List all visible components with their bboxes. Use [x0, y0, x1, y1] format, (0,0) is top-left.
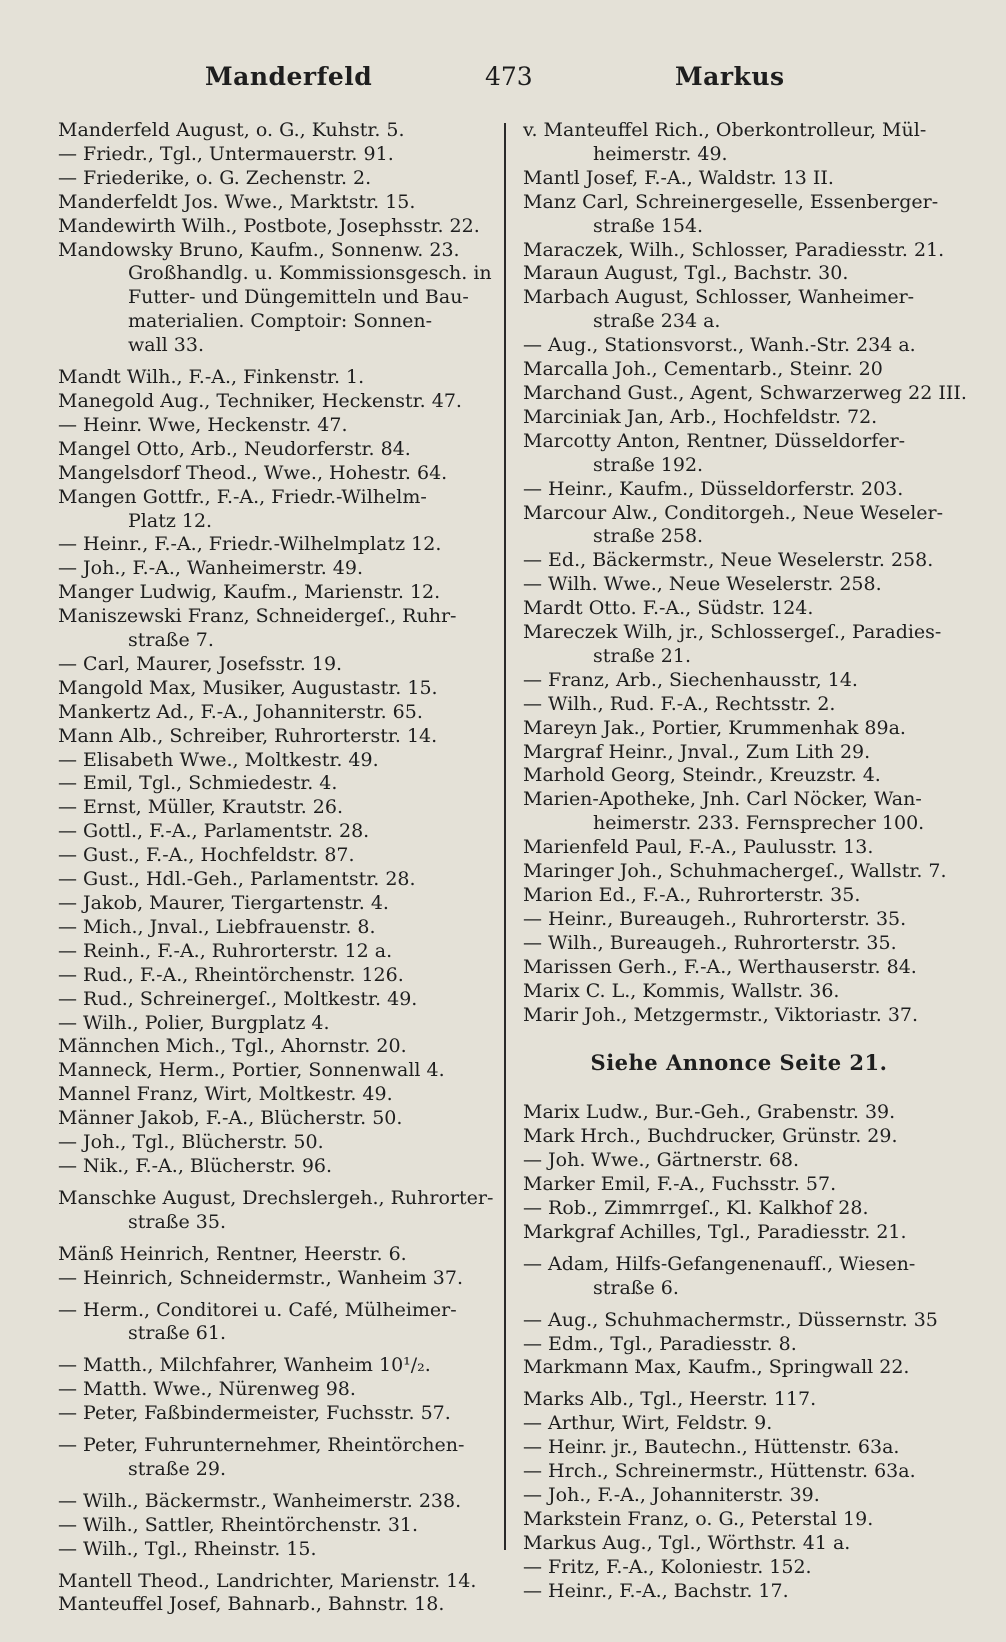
entry-line: Mark Hrch., Buchdrucker, Grünstr. 29.: [523, 1125, 898, 1148]
entry-line: Manegold Aug., Techniker, Heckenstr. 47.: [58, 389, 462, 412]
entry-line: — Rud., F.-A., Rheintörchenstr. 126.: [58, 963, 404, 986]
directory-entry: [58, 1107, 496, 1131]
entry-continuation: Futter- und Düngemitteln und Bau-: [128, 286, 469, 309]
entry-line: Manderfeldt Jos. Wwe., Marktstr. 15.: [58, 190, 416, 213]
directory-entry: [523, 119, 955, 167]
directory-entry: [523, 286, 955, 334]
entry-line: — Wilh., Bäckermstr., Wanheimerstr. 238.: [58, 1489, 462, 1512]
directory-entry: [523, 262, 955, 286]
directory-entry: [523, 1309, 955, 1333]
directory-entry: [58, 772, 496, 796]
entry-continuation: straße 154.: [593, 214, 704, 237]
entry-line: Mareyn Jak., Portier, Krummenhak 89a.: [523, 716, 906, 739]
annonce-notice: Siehe Annonce Seite 21.: [590, 1050, 888, 1076]
entry-line: Mangel Otto, Arb., Neudorferstr. 84.: [58, 437, 411, 460]
right-column-bottom: [523, 1101, 955, 1603]
entry-line: — Gust., F.-A., Hochfeldstr. 87.: [58, 844, 355, 867]
entry-line: — Heinr. Wwe, Heckenstr. 47.: [58, 413, 348, 436]
directory-entry: [523, 1484, 955, 1508]
entry-line: Mann Alb., Schreiber, Ruhrorterstr. 14.: [58, 724, 438, 747]
entry-line: Mannel Franz, Wirt, Moltkestr. 49.: [58, 1083, 393, 1106]
directory-entry: [523, 717, 955, 741]
directory-entry: [58, 462, 496, 486]
directory-entry: [58, 605, 496, 653]
entry-line: — Nik., F.-A., Blücherstr. 96.: [58, 1154, 333, 1177]
entry-line: — Wilh., Tgl., Rheinstr. 15.: [58, 1537, 317, 1560]
entry-continuation: heimerstr. 233. Fernsprecher 100.: [593, 812, 925, 835]
directory-entry: [523, 1149, 955, 1173]
entry-line: Mangold Max, Musiker, Augustastr. 15.: [58, 676, 438, 699]
entry-line: — Heinr., Kaufm., Düsseldorferstr. 203.: [523, 477, 904, 500]
directory-entry: [58, 1514, 496, 1538]
entry-line: Mantell Theod., Landrichter, Marienstr. 14.: [58, 1569, 477, 1592]
entry-line: — Elisabeth Wwe., Moltkestr. 49.: [58, 748, 379, 771]
directory-entry: [58, 940, 496, 964]
entry-line: — Aug., Schuhmachermstr., Düssernstr. 35: [523, 1308, 938, 1331]
directory-entry: [523, 788, 955, 836]
directory-entry: [523, 1356, 955, 1380]
directory-entry: [58, 1402, 496, 1426]
directory-entry: [58, 167, 496, 191]
entry-line: — Heinrich, Schneidermstr., Wanheim 37.: [58, 1266, 464, 1289]
entry-line: — Arthur, Wirt, Feldstr. 9.: [523, 1412, 773, 1435]
directory-entry: [58, 1593, 496, 1617]
entry-line: Marix C. L., Kommis, Wallstr. 36.: [523, 979, 840, 1002]
directory-entry: [523, 358, 955, 382]
entry-line: Marir Joh., Metzgermstr., Viktoriastr. 37.: [523, 1003, 919, 1026]
entry-continuation: Großhandlg. u. Kommissionsgesch. in: [128, 262, 492, 285]
entry-line: Marker Emil, F.-A., Fuchsstr. 57.: [523, 1173, 837, 1196]
directory-entry: [523, 741, 955, 765]
directory-entry: [523, 1532, 955, 1556]
directory-entry: [523, 381, 967, 406]
entry-line: — Joh. Wwe., Gärtnerstr. 68.: [523, 1149, 800, 1172]
entry-line: — Matth. Wwe., Nürenweg 98.: [58, 1378, 356, 1401]
entry-line: Mardt Otto. F.-A., Südstr. 124.: [523, 597, 814, 620]
directory-entry: [523, 1333, 955, 1357]
directory-entry: [58, 1538, 496, 1562]
entry-line: — Peter, Faßbindermeister, Fuchsstr. 57.: [58, 1402, 451, 1425]
entry-line: — Aug., Stationsvorst., Wanh.-Str. 234 a.: [523, 334, 916, 357]
entry-continuation: wall 33.: [128, 334, 204, 357]
directory-entry: [58, 215, 496, 239]
directory-entry: [58, 1378, 496, 1402]
directory-entry: [58, 390, 496, 414]
directory-entry: [523, 334, 955, 358]
entry-line: Markus Aug., Tgl., Wörthstr. 41 a.: [523, 1531, 851, 1554]
entry-continuation: heimerstr. 49.: [593, 142, 728, 165]
entry-line: — Reinh., F.-A., Ruhrorterstr. 12 a.: [58, 939, 393, 962]
entry-line: — Emil, Tgl., Schmiedestr. 4.: [58, 772, 338, 795]
entry-line: Marcour Alw., Conditorgeh., Neue Weseler-: [523, 501, 944, 524]
entry-line: Margraf Heinr., Jnval., Zum Lith 29.: [523, 740, 871, 763]
entry-line: — Franz, Arb., Siechenhausstr, 14.: [523, 668, 858, 691]
entry-line: Mantl Josef, F.-A., Waldstr. 13 II.: [523, 166, 834, 189]
directory-entry: [523, 478, 955, 502]
entry-line: — Ed., Bäckermstr., Neue Weselerstr. 258.: [523, 549, 934, 572]
entry-line: Manschke August, Drechslergeh., Ruhrorter-: [58, 1186, 494, 1209]
directory-entry: [523, 1221, 955, 1245]
directory-entry: [523, 693, 955, 717]
entry-line: — Heinr., F.-A., Friedr.-Wilhelmplatz 12.: [58, 533, 442, 556]
entry-continuation: straße 258.: [593, 525, 704, 548]
directory-entry: [523, 597, 955, 621]
entry-continuation: materialien. Comptoir: Sonnen-: [128, 310, 433, 333]
directory-entry: [58, 1059, 496, 1083]
directory-entry: [58, 1243, 496, 1267]
directory-entry: [523, 1253, 955, 1301]
entry-line: — Heinr. jr., Bautechn., Hüttenstr. 63a.: [523, 1436, 900, 1459]
column-divider: [504, 123, 506, 1550]
directory-entry: [523, 908, 955, 932]
directory-entry: [58, 725, 496, 749]
entry-line: Maraczek, Wilh., Schlosser, Paradiesstr. 21.: [523, 238, 945, 261]
entry-line: — Peter, Fuhrunternehmer, Rheintörchen-: [58, 1434, 465, 1457]
entry-line: Marix Ludw., Bur.-Geh., Grabenstr. 39.: [523, 1101, 896, 1124]
directory-entry: [523, 621, 955, 669]
entry-line: Markgraf Achilles, Tgl., Paradiesstr. 21.: [523, 1220, 907, 1243]
entry-continuation: straße 35.: [128, 1210, 226, 1233]
directory-entry: [523, 406, 955, 430]
directory-entry: [523, 884, 955, 908]
directory-entry: [58, 191, 496, 215]
directory-entry: [58, 486, 496, 534]
directory-entry: [58, 1131, 496, 1155]
directory-entry: [523, 1412, 955, 1436]
entry-continuation: straße 61.: [128, 1322, 226, 1345]
entry-line: Mangen Gottfr., F.-A., Friedr.-Wilhelm-: [58, 485, 427, 508]
entry-continuation: straße 21.: [593, 644, 691, 667]
entry-continuation: straße 29.: [128, 1457, 226, 1480]
entry-line: Männchen Mich., Tgl., Ahornstr. 20.: [58, 1035, 407, 1058]
directory-entry: [523, 1197, 955, 1221]
entry-line: — Gottl., F.-A., Parlamentstr. 28.: [58, 820, 370, 843]
directory-entry: [523, 1125, 955, 1149]
entry-line: Manz Carl, Schreinergeselle, Essenberger-: [523, 190, 939, 213]
directory-entry: [58, 143, 496, 167]
directory-entry: [523, 430, 955, 478]
entry-line: Manger Ludwig, Kaufm., Marienstr. 12.: [58, 581, 441, 604]
entry-line: — Wilh., Polier, Burgplatz 4.: [58, 1011, 330, 1034]
directory-entry: [523, 1460, 955, 1484]
directory-entry: [58, 239, 496, 359]
entry-line: — Jakob, Maurer, Tiergartenstr. 4.: [58, 892, 389, 914]
directory-entry: [58, 1187, 496, 1235]
directory-entry: [523, 932, 955, 956]
directory-entry: [523, 573, 955, 597]
entry-line: Marcotty Anton, Rentner, Düsseldorfer-: [523, 429, 906, 452]
entry-continuation: straße 234 a.: [593, 310, 721, 333]
entry-line: Marchand Gust., Agent, Schwarzerweg 22 III.: [523, 381, 967, 404]
directory-entry: [523, 860, 955, 884]
directory-entry: [58, 820, 496, 844]
entry-line: Mandt Wilh., F.-A., Finkenstr. 1.: [58, 366, 365, 389]
directory-entry: [523, 764, 955, 788]
entry-line: Marhold Georg, Steindr., Kreuzstr. 4.: [523, 764, 881, 787]
entry-line: Mandewirth Wilh., Postbote, Josephsstr. 22.: [58, 214, 480, 237]
entry-line: — Wilh., Bureaugeh., Ruhrorterstr. 35.: [523, 931, 897, 954]
entry-line: Mänß Heinrich, Rentner, Heerstr. 6.: [58, 1242, 407, 1265]
directory-entry: [523, 239, 955, 263]
directory-entry: [58, 557, 496, 581]
entry-line: Maniszewski Franz, Schneidergeſ., Ruhr-: [58, 605, 457, 628]
directory-entry: [58, 581, 496, 605]
directory-entry: [523, 1580, 955, 1604]
entry-line: — Fritz, F.-A., Koloniestr. 152.: [523, 1555, 812, 1578]
entry-continuation: straße 192.: [593, 453, 704, 476]
header-left-keyword: Manderfeld: [205, 62, 373, 91]
entry-line: — Heinr., Bureaugeh., Ruhrorterstr. 35.: [523, 907, 907, 930]
entry-line: — Ernst, Müller, Krautstr. 26.: [58, 796, 344, 819]
entry-line: — Wilh., Sattler, Rheintörchenstr. 31.: [58, 1513, 419, 1536]
directory-entry: [58, 1299, 496, 1347]
directory-entry: [58, 653, 496, 677]
entry-line: Marienfeld Paul, F.-A., Paulusstr. 13.: [523, 836, 874, 859]
directory-entry: [523, 502, 955, 550]
entry-line: Mandowsky Bruno, Kaufm., Sonnenw. 23.: [58, 238, 460, 261]
directory-entry: [58, 988, 496, 1012]
directory-entry: [523, 549, 955, 573]
directory-entry: [523, 1508, 955, 1532]
directory-entry: [523, 980, 955, 1004]
entry-line: — Wilh., Rud. F.-A., Rechtsstr. 2.: [523, 692, 836, 715]
entry-line: Mareczek Wilh, jr., Schlossergeſ., Paradies-: [523, 621, 942, 644]
header-right-keyword: Markus: [675, 62, 785, 91]
directory-entry: [523, 669, 955, 693]
directory-entry: [58, 533, 496, 557]
entry-line: — Hrch., Schreinermstr., Hüttenstr. 63a.: [523, 1460, 916, 1483]
entry-line: — Adam, Hilfs-Gefangenenaufſ., Wiesen-: [523, 1252, 916, 1275]
directory-entry: [523, 1101, 955, 1125]
directory-entry: [523, 1556, 955, 1580]
directory-entry: [58, 892, 496, 916]
directory-entry: [58, 1434, 496, 1482]
entry-line: Marion Ed., F.-A., Ruhrorterstr. 35.: [523, 884, 861, 906]
entry-line: Maraun August, Tgl., Bachstr. 30.: [523, 262, 849, 285]
directory-entry: [58, 1155, 496, 1179]
entry-continuation: straße 7.: [128, 629, 214, 652]
directory-entry: [58, 1354, 496, 1378]
directory-entry: [523, 191, 955, 239]
entry-line: Manneck, Herm., Portier, Sonnenwall 4.: [58, 1059, 445, 1082]
directory-entry: [58, 1267, 496, 1291]
entry-line: — Joh., F.-A., Johanniterstr. 39.: [523, 1483, 820, 1506]
entry-line: Männer Jakob, F.-A., Blücherstr. 50.: [58, 1107, 403, 1130]
entry-line: — Carl, Maurer, Josefsstr. 19.: [58, 652, 343, 675]
entry-line: — Rud., Schreinergeſ., Moltkestr. 49.: [58, 987, 418, 1010]
entry-line: — Wilh. Wwe., Neue Weselerstr. 258.: [523, 573, 882, 596]
directory-entry: [523, 1388, 955, 1412]
directory-entry: [58, 1490, 496, 1514]
entry-line: Markstein Franz, o. G., Peterstal 19.: [523, 1507, 874, 1530]
entry-line: Marissen Gerh., F.-A., Werthauserstr. 84.: [523, 955, 917, 978]
entry-line: — Friederike, o. G. Zechenstr. 2.: [58, 166, 372, 189]
directory-entry: [58, 868, 496, 892]
entry-continuation: Platz 12.: [128, 509, 213, 532]
entry-line: Manderfeld August, o. G., Kuhstr. 5.: [58, 119, 405, 141]
entry-line: — Friedr., Tgl., Untermauerstr. 91.: [58, 142, 394, 165]
right-column-top: [523, 119, 967, 1027]
entry-line: — Edm., Tgl., Paradiesstr. 8.: [523, 1332, 797, 1355]
entry-line: — Herm., Conditorei u. Café, Mülheimer-: [58, 1298, 457, 1321]
entry-line: — Rob., Zimmrrgeſ., Kl. Kalkhof 28.: [523, 1196, 869, 1219]
left-column: [58, 119, 496, 1617]
directory-entry: [523, 1173, 955, 1197]
entry-line: — Joh., F.-A., Wanheimerstr. 49.: [58, 557, 363, 580]
directory-entry: [58, 796, 496, 820]
entry-line: — Gust., Hdl.-Geh., Parlamentstr. 28.: [58, 868, 416, 891]
directory-entry: [58, 438, 496, 462]
directory-entry: [58, 366, 496, 390]
entry-line: — Matth., Milchfahrer, Wanheim 10¹/₂.: [58, 1354, 431, 1377]
right-column: [523, 119, 967, 1603]
directory-entry: [523, 956, 955, 980]
entry-continuation: straße 6.: [593, 1276, 679, 1299]
directory-entry: [58, 916, 496, 940]
entry-line: Mankertz Ad., F.-A., Johanniterstr. 65.: [58, 700, 423, 723]
directory-entry: [58, 1083, 496, 1107]
directory-entry: [58, 414, 496, 438]
entry-line: v. Manteuffel Rich., Oberkontrolleur, Mül-: [523, 119, 927, 141]
entry-line: — Heinr., F.-A., Bachstr. 17.: [523, 1579, 789, 1602]
directory-entry: [523, 836, 955, 860]
entry-line: — Joh., Tgl., Blücherstr. 50.: [58, 1131, 324, 1154]
entry-line: — Mich., Jnval., Liebfrauenstr. 8.: [58, 915, 376, 938]
directory-entry: [523, 167, 955, 191]
directory-entry: [58, 844, 496, 868]
directory-entry: [523, 1004, 955, 1028]
directory-entry: [58, 1570, 496, 1594]
entry-line: Marbach August, Schlosser, Wanheimer-: [523, 286, 915, 309]
entry-line: Marcalla Joh., Cementarb., Steinr. 20: [523, 358, 883, 381]
directory-entry: [58, 749, 496, 773]
entry-line: Marks Alb., Tgl., Heerstr. 117.: [523, 1388, 817, 1411]
entry-line: Maringer Joh., Schuhmachergeſ., Wallstr. 7.: [523, 860, 947, 883]
entry-line: Marciniak Jan, Arb., Hochfeldstr. 72.: [523, 405, 878, 428]
entry-line: Markmann Max, Kaufm., Springwall 22.: [523, 1356, 910, 1379]
directory-entry: [58, 1012, 496, 1036]
directory-entry: [523, 1436, 955, 1460]
entry-line: Marien-Apotheke, Jnh. Carl Nöcker, Wan-: [523, 788, 922, 811]
directory-entry: [58, 119, 496, 143]
directory-entry: [58, 701, 496, 725]
page-number: 473: [485, 62, 533, 91]
entry-line: Mangelsdorf Theod., Wwe., Hohestr. 64.: [58, 461, 448, 484]
directory-entry: [58, 1035, 496, 1059]
directory-entry: [58, 964, 496, 988]
directory-entry: [58, 677, 496, 701]
entry-line: Manteuffel Josef, Bahnarb., Bahnstr. 18.: [58, 1593, 445, 1616]
page-header: [60, 62, 960, 102]
